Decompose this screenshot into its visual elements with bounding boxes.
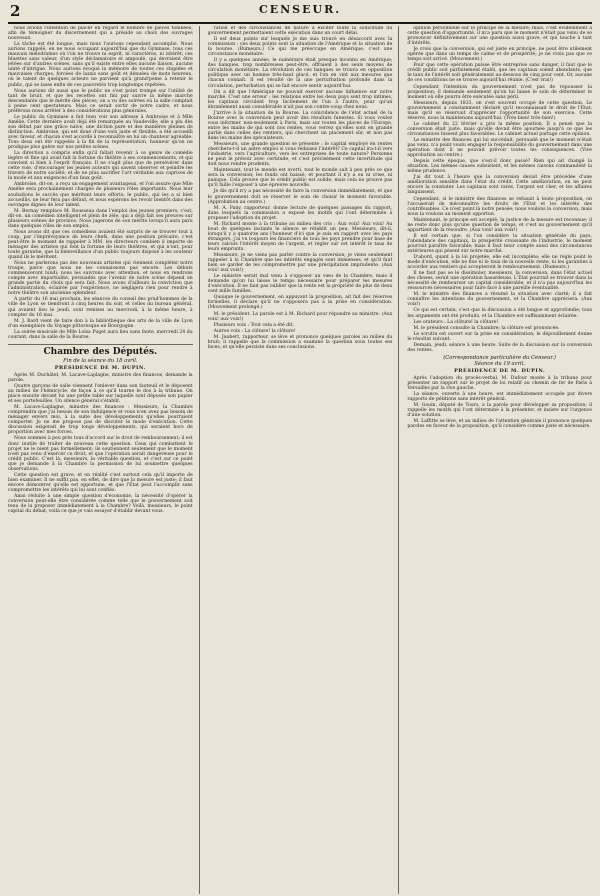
paragraph: M. Bernay remplace M. Rousseau dans l'emploi des jeunes premiers; c'est, dit-on, un comédien intelligent et plein de zèle, qui a déjà fait ses preuves sur plusieurs scènes de province. Nous jugerons de son mérite lorsqu'il aura paru dans quelques rôles de son emploi. — [8, 208, 193, 229]
paragraph: Plusieurs voix : Tout cela a été dit. — [213, 322, 294, 328]
paragraph: Après l'adoption du procès-verbal, M. Dufour monte à la tribune pour présenter un rapport sur le projet de loi relatif au chemin de fer de Paris à Versailles par la rive gauche. — [407, 376, 592, 392]
paragraph: Depuis cette époque, que s'est-il donc passé? Rien qui ait changé la situation. Les mêmes causes subsistent, et les mêmes raisons commandent la même prudence. — [407, 159, 592, 175]
paragraph: Ce qui est certain, c'est que la discussion a été longue et approfondie; tous les arguments ont été produits, et la Chambre est suffisamment éclairée. — [407, 308, 592, 319]
paragraph: Messieurs, une grande question se présente : le capital employé en rentes cherchera-t-il un autre emploi si vous réduisez l'intérêt? Ce capital ira-t-il vers l'industrie, vers l'agriculture, vers les entreprises de toute nature? Personne ne peut le prévoir avec certitude, et c'est précisément cette incertitude qui doit nous rendre prudents. — [207, 142, 393, 168]
paragraph: Autres voix : La clôture! la clôture! — [213, 328, 296, 334]
paragraph: M. le président. La parole est à M. Richard pour répondre au ministre. (Aux voix! aux voix!) — [207, 311, 393, 322]
paragraph: On a dit que l'Amérique ne pouvait exercer aucune influence sur notre marché. C'est une erreur : les relations entre les deux pays sont trop intimes, les capitaux circulent trop facilement de l'un à l'autre, pour qu'un ébranlement aussi considérable n'ait pas son contre-coup chez nous. — [207, 89, 393, 110]
paragraph: Nous aurions dit aussi que le public ne s'est point trompé sur l'utilité de tant de bruit, et que les recettes ont fini par suivre la même marche descendante que le mérite des pièces; on a vu des soirées où la salle comptait à peine cent spectateurs. Mais ce serait sortir de notre cadre, et nous préférons nous arrêter à des considérations plus générales. — [8, 88, 193, 114]
page-number: 2 — [10, 2, 21, 20]
paragraph: nous avions l'intention de placer en regard le nombre de pièces tombées, afin de témoigner du discernement qui a présidé au choix des ouvrages nouveaux. — [8, 26, 193, 42]
paragraph: Il est certain que, si l'on considère la situation générale du pays, l'abondance des capitaux, la prospérité croissante de l'industrie, le moment pourrait paraître favorable; mais il faut tenir compte aussi des circonstances extérieures qui pèsent sur notre marché. — [407, 233, 592, 254]
paragraph: M. J. Bard vient de faire don à la bibliothèque des arts de la ville de Lyon d'un exemplaire du Voyage pittoresque en Bourgogne. — [8, 318, 193, 329]
paragraph: La tâche est été longue, mais nous l'aurions cependant accomplie. Nous aurions rappelé, en ne nous occupant aujourd'hui que du Gymnase, tous ces mauvais mélodrames où l'on ne trouve ni esprit, ni caractères, ni intérêt; ces bluettes sans valeur, d'un style déclamatoire et ampoulé, qui devraient être jetées sur d'autres scènes, sans qu'il existe entre elles aucune liaison, aucune unité d'intrigue. Nous aurions évoqué la mémoire de toutes ces stupides et mauvaises charges, forcées de lazzis sans goût et dénuées de mots heureux, où le talent de quelques acteurs ne parvient qu'à grand'peine à retenir le public, qui se lasse enfin de ces pauvretés trop longtemps répétées. — [8, 42, 193, 88]
paragraph: La séance, ouverte à une heure, est immédiatement occupée par divers rapports de pétitions sans intérêt général. — [407, 392, 592, 403]
presidency-line: PRÉSIDENCE DE M. DUPIN. — [454, 367, 546, 374]
column-right — [407, 26, 592, 894]
paragraph: Pour que cette opération puisse être entreprise sans danger, il faut que le crédit public soit parfaitement établi, que les capitaux soient abondants, que le taux de l'intérêt soit généralement au-dessous de cinq pour cent. Or, aucune de ces conditions ne se trouve aujourd'hui réunie. (C'est vrai!) — [407, 63, 592, 84]
paragraph: Je dis qu'il n'y a pas nécessité de faire la conversion immédiatement, et que le gouvernement doit se réserver le soin de choisir le moment favorable. (Approbation au centre.) — [207, 189, 393, 205]
paragraph: Le ministre serait mal venu à s'opposer au vœu de la Chambre, mais il demande qu'on lui laisse le temps nécessaire pour préparer les mesures d'exécution. Il ne faut pas oublier que la rente est la propriété de plus de deux cent mille familles. — [207, 274, 393, 295]
page-header — [8, 0, 592, 24]
paragraph: Il ne faut pas se le dissimuler, messieurs, la conversion, dans l'état actuel des choses, serait une opération hasardeuse. L'État pourrait se trouver dans la nécessité de rembourser un capital considérable, et il n'a pas aujourd'hui les ressources nécessaires pour faire face à une pareille éventualité. — [407, 271, 592, 292]
paragraph: M. le président consulte la Chambre; la clôture est prononcée. — [413, 325, 560, 331]
paragraph: M. Gouin, député de Tours, a la parole pour développer sa proposition; il rappelle les motifs qui l'ont déterminé à la présenter, et insiste sur l'urgence d'une solution. — [407, 403, 592, 419]
paragraph: M. Jaubert, rapporteur, se lève et prononce quelques paroles au milieu du bruit; il rappelle que la commission a examiné la question sous toutes ses faces, et qu'elle persiste dans ses conclusions. — [207, 334, 393, 350]
paragraph: La soirée musicale de Mlle Loïsa Puget aura lieu sans faute, mercredi 24 du courant, dans la salle de la Bourse. — [8, 329, 193, 340]
correspondence-heading: (Correspondance particulière du Censeur.) — [443, 354, 557, 361]
paragraph: Quatre garçons de salle viennent l'enlever dans son fauteuil et le déposent au milieu de l'hémicycle, de façon à ce qu'il tourne le dos à la tribune. On place ensuite devant lui une petite table sur laquelle sont déposés son papier et ses portefeuilles. Un silence général s'établit. — [8, 384, 193, 405]
paragraph: Nous sommes à peu près tous d'accord sur le droit de remboursement; il est donc inutile de traiter de nouveau cette question. Ceux qui combattent le projet ne le nient pas formellement; ils soutiennent seulement que le moment n'est pas venu d'exercer ce droit, et que l'opération serait dangereuse pour le crédit public. C'est là, messieurs, la véritable question, et c'est sur ce point que je demande à la Chambre la permission de lui soumettre quelques observations. — [8, 436, 193, 472]
paragraph: Après M. Duchâtel, M. Lacave-Laplagne, ministre des finances, demande la parole. — [8, 372, 193, 383]
paragraph: Ainsi réduite à une simple question d'économie, la nécessité d'opérer la conversion peut-elle être considérée comme telle que le gouvernement soit tenu de la proposer immédiatement à la Chambre? Voilà, messieurs, le point capital du débat; voilà ce que je vais essayer d'établir devant vous. — [8, 493, 193, 515]
paragraph: Le scrutin est ouvert sur la prise en considération; le dépouillement donne le résultat suivant. — [407, 331, 592, 342]
presidency-line: PRÉSIDENCE DE M. DUPIN. — [54, 364, 146, 371]
paragraph: Quoique le gouvernement, en appuyant la proposition, ait fait des réserves formelles, il déclare qu'il ne s'opposera pas à la prise en considération. (Mouvement prolongé.) — [207, 295, 393, 311]
paragraph: Demain, jeudi, séance à une heure. Suite de la discussion sur la conversion des rentes. — [407, 342, 592, 353]
paragraph: J'ai dit tout à l'heure que la conversion devait être précédée d'une amélioration sensible dans l'état du crédit. Cette amélioration, on ne peut encore la constater. Les capitaux sont rares, l'argent est cher, et les affaires languissent. — [407, 175, 592, 196]
paragraph: La direction a compris enfin qu'il fallait revenir à ce genre de comédie légère et fine qui avait fait la fortune du théâtre à ses commencements, et qui convient si bien à l'esprit français. Il ne s'agit plus que de persévérer dans cette voie, d'encourager les jeunes auteurs qui savent observer et peindre les travers de notre société, et de ne plus sacrifier l'art véritable aux caprices de la mode et aux exigences d'un faux goût. — [8, 151, 193, 182]
paragraph: M. Lacave-Laplagne, ministre des finances : Messieurs, la Chambre comprendra que j'ai besoin de son indulgence et vous n'en avez pas besoin de ménager envers moi, à la suite des développements qu'elles pourraient comporter. Je ne me propose pas de discuter le mode d'exécution. Cette discussion exigerait de trop longs développements, qui seraient hors de proportion avec mes forces. — [8, 405, 193, 436]
paragraph: D'abord, quant à la loi projetée, elle est incomplète; elle ne règle point le mode d'exécution, elle ne fixe ni le taux de la nouvelle rente, ni les garanties à accorder aux rentiers qui accepteront le remboursement. (Rumeurs.) — [407, 255, 592, 271]
section-subtitle: Fin de la séance du 18 avril. — [63, 357, 138, 364]
paragraph: J'arrive à la situation de la Bourse. La coïncidence de l'état actuel de la Bourse avec la conversion peut avoir des résultats funestes. Si vous voulez vous informer, non-seulement à Paris, mais sur toutes les places de l'Europe, entre les mains de qui sont nos rentes, vous verrez qu'elles sont en grande partie dans celles des rentiers, qui cherchent un placement sûr, et non pas dans les mains des spéculateurs. — [207, 110, 393, 141]
paragraph: Il est deux points sur lesquels je me suis trouvé en désaccord avec la commission : ces deux points sont la situation de l'Amérique et la situation de la bourse. (Rumeurs.) Ce qui me préoccupe en Amérique, c'est une circonstance monétaire. — [207, 37, 393, 58]
paragraph: opinion personnelle sur le principe de la mesure; mais, c'est évidemment à cette question d'opportunité, il m'a paru que le moment n'était pas venu de se prononcer définitivement sur une question aussi grave, et qui touche à tant d'intérêts. — [407, 26, 592, 47]
session-date: Séance du 19 avril. — [474, 360, 526, 367]
paragraph: Cette question est grave, et en réalité c'est surtout cela qu'il importe de bien examiner. Il ne suffit pas, en effet, de dire que la mesure est juste; il faut encore démontrer qu'elle est opportune, et que l'État peut l'accomplir sans compromettre les intérêts qui lui sont confiés. — [8, 472, 193, 493]
paragraph: M. le ministre des finances a résumé la situation avec clarté; il a fait connaître les intentions du gouvernement, et la Chambre appréciera. (Aux voix!) — [407, 292, 592, 308]
paragraph: Ambroise, dit-on, a reçu un engagement avantageux, et l'on assure que Mlle Amélie sera prochainement chargée de plusieurs rôles importants. Nous leur souhaitons le succès que méritent leurs efforts; le public, qui les a si bien accueillis, ne leur fera pas défaut, et nous espérons les revoir bientôt dans des ouvrages dignes de leur talent. — [8, 182, 193, 208]
paragraph: M. A. Pany, rapporteur, donne lecture de quelques passages du rapport, dans lesquels la commission a exposé les motifs qui l'ont déterminée à proposer l'adoption du projet. — [207, 205, 393, 221]
paragraph: A partir du 16 mai prochain, les séances du conseil des prud'hommes de la ville de Lyon se tiendront à cinq heures du soir, et celles du bureau général, qui avaient lieu le jeudi, sont remises au mercredi, à la même heure, à compter du 16 mai. — [8, 297, 193, 318]
paragraph: Il y a quelques années, le numéraire était presque inconnu en Amérique; des banques, trop nombreuses peut-être, offraient à des seuls moyens de circulation monétaire. La révolution de ces banques se trouva en opposition politique avec un homme très-haut placé, et l'on en vint aux mesures que chacun connaît. Il est résulté de là une perturbation profonde dans la circulation, perturbation qui se fait encore sentir aujourd'hui. — [207, 58, 393, 89]
paragraph: Les orateurs : La clôture! la clôture! — [413, 319, 499, 325]
paragraph: Messieurs, je ne viens pas parler contre la conversion; je viens seulement rappeler à la Chambre que les intérêts engagés sont immenses, et qu'il faut bien se garder de les compromettre par une précipitation imprudente. (Aux voix! aux voix!) — [207, 253, 393, 274]
paragraph: Nous ne parlerons pas des nouveaux artistes qui viennent compléter notre troupe, parce que nous ne les connaissons pas encore. Les débuts commenceront lundi; nous les suivrons avec attention, et nous en rendrons compte avec impartialité, persuadés que l'avenir de notre scène dépend en grande partie du choix qui sera fait. Nous avons d'ailleurs la conviction que l'administration, éclairée par l'expérience, ne négligera rien pour rendre à notre théâtre son ancienne splendeur. — [8, 261, 193, 297]
paragraph: Maintenant, tout le monde est averti, tout le monde sait à peu près ce que sera la conversion; les fonds ont baissé, et pourtant il n'y a eu ni crise, ni panique. Cela prouve que le crédit public est solide; mais cela ne prouve pas qu'il faille l'exposer à une épreuve nouvelle. — [207, 168, 393, 189]
paragraph: Le ministre des finances qui lui succédait, persuadé que le moment n'était pas venu, n'a point voulu engager la responsabilité du gouvernement dans une opération dont il ne pouvait prévoir toutes les conséquences. (Vive approbation au centre.) — [407, 137, 592, 159]
paragraph: Maintenant, le principe est accepté; la justice de la mesure est reconnue; il ne reste donc plus qu'une question de temps, et c'est au gouvernement qu'il appartient de la résoudre. (Aux voix! aux voix!) — [407, 217, 592, 233]
column-left — [8, 26, 200, 894]
masthead-title: CENSEUR. — [258, 3, 342, 16]
section-title: Chambre des Députés. — [8, 344, 193, 358]
text-columns — [8, 26, 592, 894]
paragraph: Le cabinet du 22 février a pris la même position. Il a pensé que la conversion était juste, mais qu'elle devait être ajournée jusqu'à ce que les circonstances fussent plus favorables. Le cabinet actuel partage cette opinion. — [407, 121, 592, 137]
paragraph: M. Laffitte se lève, et au milieu de l'attention générale il prononce quelques paroles en faveur de la proposition, qu'il considère comme juste et nécessaire. — [407, 419, 592, 430]
paragraph: M. Richard monte à la tribune au milieu des cris : Aux voix! Aux voix! Au bout de quelques instants le silence se rétablit un peu. Messieurs, dit-il, lorsqu'il y a quatorze ans l'honneur d'ici que je suis en rapport avec les pays étrangers, j'ai vu toujours les financiers de tous les pays prendre pour base de leurs calculs l'intérêt moyen de l'argent, et régler sur cet intérêt le taux de leurs emprunts. — [207, 221, 393, 252]
paragraph: Le public du Gymnase a fait bien voir son adresse à Ambroise et à Mlle Amélie. Cette dernière avait déjà été remarquée au Vaudeville; elle a plu dès son début par une grâce naïve, une diction pure et des manières pleines de distinction. Ambroise, qui est doué d'une voix juste et flexible, a été accueilli avec faveur, et chacun s'est accordé à reconnaître en lui un chanteur agréable. Tous deux ont été rappelés à la fin de la représentation, honneur qu'on ne prodigue plus guère sur nos petites scènes. — [8, 114, 193, 151]
paragraph: Cependant, si le ministre des finances se refusait à toute proposition, on l'accuserait de méconnaître les droits de l'État et les intérêts des contribuables. Ce n'est point là notre pensée; nous voulons la conversion, mais nous la voulons au moment opportun. — [407, 196, 592, 217]
paragraph: Cependant l'intention du gouvernement n'est pas de repousser la proposition; il demande seulement qu'on lui laisse le soin de déterminer le moment où elle pourra être exécutée sans péril. — [407, 84, 592, 100]
column-middle — [208, 26, 400, 894]
paragraph: ration et des circonstances de nature à exciter toute la sollicitude du gouvernement permettaient cette exécution dans un court délai. — [207, 26, 393, 37]
paragraph: Je crois que la conversion, qui est juste en principe, ne peut être utilement opérée que dans un temps de calme et de prospérité; je ne crois pas que ce temps soit arrivé. (Mouvement.) — [407, 47, 592, 63]
paragraph: Messieurs, depuis 1833, on s'est souvent occupé de cette question. Le gouvernement a constamment déclaré qu'il reconnaissait le droit de l'État, mais qu'il se réservait d'apprécier l'opportunité de son exercice. Cette réserve, nous la maintenons aujourd'hui. (Très-bien! très-bien!) — [407, 100, 592, 121]
paragraph: Nous avons dit que ces comédiens avaient été surpris de se trouver tout à coup, par l'imprévoyance de leurs chefs, dans une position précaire; c'est peut-être le moment de rappeler à MM. les directeurs combien il importe de ménager des artistes qui font la fortune de leurs théâtres, et qui n'ont, pour toute garantie, que la bienveillance d'un public toujours disposé à les soutenir quand ils le méritent. — [8, 229, 193, 261]
